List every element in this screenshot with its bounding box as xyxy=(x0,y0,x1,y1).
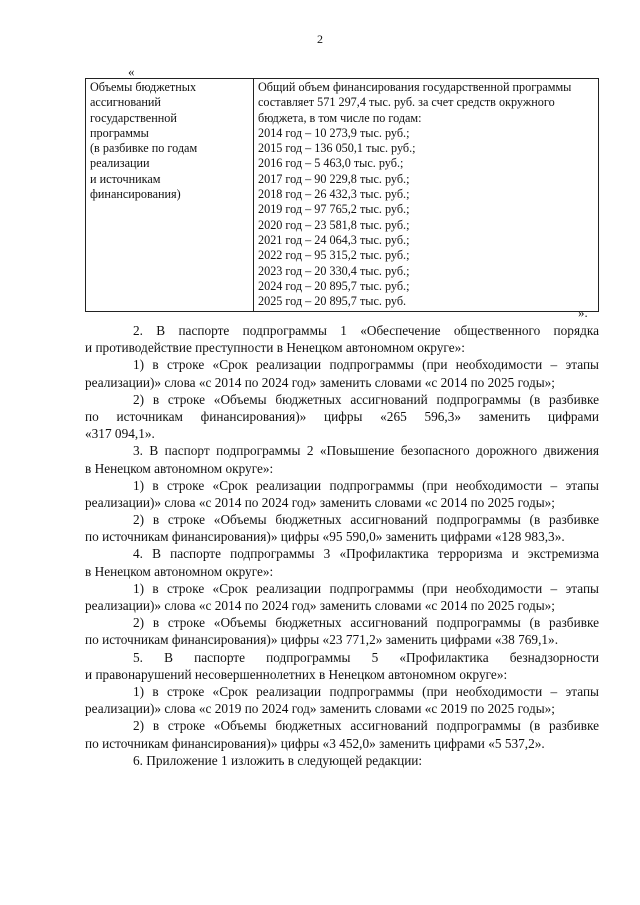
table-cell-line: 2019 год – 97 765,2 тыс. руб.; xyxy=(258,202,410,217)
paragraph xyxy=(85,649,599,683)
paragraph xyxy=(85,322,599,356)
paragraph xyxy=(85,752,599,769)
paragraph-line: 2) в строке «Объемы бюджетных ассигнований подпрограммы (в разбивке xyxy=(133,718,599,734)
table-cell-line: реализации xyxy=(90,156,150,171)
paragraph-line: 2) в строке «Объемы бюджетных ассигнований подпрограммы (в разбивке xyxy=(133,615,599,631)
paragraph-line: 5. В паспорте подпрограммы 5 «Профилактика безнадзорности xyxy=(133,649,599,665)
paragraph-line: «317 094,1». xyxy=(85,426,155,442)
table-cell-line: бюджета, в том числе по годам: xyxy=(258,110,422,125)
paragraph-line: по источникам финансирования)» цифры «265 596,3» заменить цифрами xyxy=(85,408,599,424)
paragraph xyxy=(85,683,599,717)
table-cell-line: 2021 год – 24 064,3 тыс. руб.; xyxy=(258,232,410,247)
paragraph-line: 2) в строке «Объемы бюджетных ассигнований подпрограммы (в разбивке xyxy=(133,512,599,528)
paragraph-line: и противодействие преступности в Ненецком автономном округе»: xyxy=(85,340,465,356)
paragraph xyxy=(85,356,599,390)
table-cell-line: 2024 год – 20 895,7 тыс. руб.; xyxy=(258,278,410,293)
table-cell-line: ассигнований xyxy=(90,95,161,110)
paragraph-line: реализации)» слова «с 2014 по 2024 год» заменить словами «с 2014 по 2025 годы»; xyxy=(85,494,556,510)
paragraph-line: и правонарушений несовершеннолетних в Ненецком автономном округе»: xyxy=(85,666,508,682)
paragraph-line: 2. В паспорте подпрограммы 1 «Обеспечение общественного порядка xyxy=(133,323,599,338)
table-cell-line: (в разбивке по годам xyxy=(90,141,198,156)
paragraph-line: реализации)» слова «с 2014 по 2024 год» заменить словами «с 2014 по 2025 годы»; xyxy=(85,598,556,613)
paragraph-line: в Ненецком автономном округе»: xyxy=(85,563,274,579)
paragraph-line: реализации)» слова «с 2014 по 2024 год» заменить словами «с 2014 по 2025 годы»; xyxy=(85,374,556,390)
table-cell-line: Общий объем финансирования государственной программы xyxy=(258,80,572,94)
paragraph xyxy=(85,580,599,614)
paragraph xyxy=(85,717,599,751)
closing-quote-mark: ». xyxy=(578,305,588,320)
paragraph-line: 1) в строке «Срок реализации подпрограммы (при необходимости – этапы xyxy=(133,357,599,373)
table-cell-line: Объемы бюджетных xyxy=(90,80,197,94)
paragraph-line: 3. В паспорт подпрограммы 2 «Повышение безопасного дорожного движения xyxy=(133,443,599,459)
amendment-text xyxy=(85,322,599,769)
table-cell-line: составляет 571 297,4 тыс. руб. за счет средств окружного xyxy=(258,95,555,110)
table-cell-line: 2023 год – 20 330,4 тыс. руб.; xyxy=(258,263,410,278)
paragraph xyxy=(85,511,599,545)
paragraph-line: 4. В паспорте подпрограммы 3 «Профилактика терроризма и экстремизма xyxy=(133,546,599,562)
table-row xyxy=(86,79,599,312)
table-cell-line: 2014 год – 10 273,9 тыс. руб.; xyxy=(258,125,410,140)
table-cell-line: 2018 год – 26 432,3 тыс. руб.; xyxy=(258,187,410,202)
table-cell-line: 2022 год – 95 315,2 тыс. руб.; xyxy=(258,248,410,263)
table-cell-line: 2016 год – 5 463,0 тыс. руб.; xyxy=(258,156,404,171)
table-cell-value xyxy=(254,79,599,312)
paragraph-line: реализации)» слова «с 2019 по 2024 год» заменить словами «с 2019 по 2025 годы»; xyxy=(85,701,556,717)
paragraph xyxy=(85,391,599,443)
table-cell-line: и источникам xyxy=(90,171,161,186)
paragraph-line: по источникам финансирования)» цифры «3 452,0» заменить цифрами «5 537,2». xyxy=(85,735,545,751)
paragraph-line: по источникам финансирования)» цифры «23 771,2» заменить цифрами «38 769,1». xyxy=(85,632,559,648)
table-cell-line: 2017 год – 90 229,8 тыс. руб.; xyxy=(258,171,410,186)
table-cell-line: финансирования) xyxy=(90,187,181,202)
table-cell-line: 2020 год – 23 581,8 тыс. руб.; xyxy=(258,217,410,232)
paragraph-line: по источникам финансирования)» цифры «95 590,0» заменить цифрами «128 983,3». xyxy=(85,529,565,545)
paragraph-line: 2) в строке «Объемы бюджетных ассигнований подпрограммы (в разбивке xyxy=(133,391,599,407)
paragraph-line: 1) в строке «Срок реализации подпрограммы (при необходимости – этапы xyxy=(133,477,599,493)
table-cell-line: государственной xyxy=(90,110,177,125)
paragraph-line: 1) в строке «Срок реализации подпрограммы (при необходимости – этапы xyxy=(133,683,599,699)
funding-table xyxy=(85,78,599,312)
paragraph xyxy=(85,614,599,648)
paragraph-line: 1) в строке «Срок реализации подпрограммы (при необходимости – этапы xyxy=(133,580,599,596)
paragraph-line: 6. Приложение 1 изложить в следующей редакции: xyxy=(133,752,423,768)
paragraph xyxy=(85,477,599,511)
paragraph xyxy=(85,442,599,476)
paragraph xyxy=(85,545,599,579)
page-number: 2 xyxy=(317,32,323,46)
table-cell-line: 2015 год – 136 050,1 тыс. руб.; xyxy=(258,141,416,156)
table-cell-line: 2025 год – 20 895,7 тыс. руб. xyxy=(258,294,407,309)
opening-quote-mark: « xyxy=(128,64,135,79)
paragraph-line: в Ненецком автономном округе»: xyxy=(85,460,274,476)
table-cell-line: программы xyxy=(90,125,149,140)
table-cell-label xyxy=(86,79,254,312)
